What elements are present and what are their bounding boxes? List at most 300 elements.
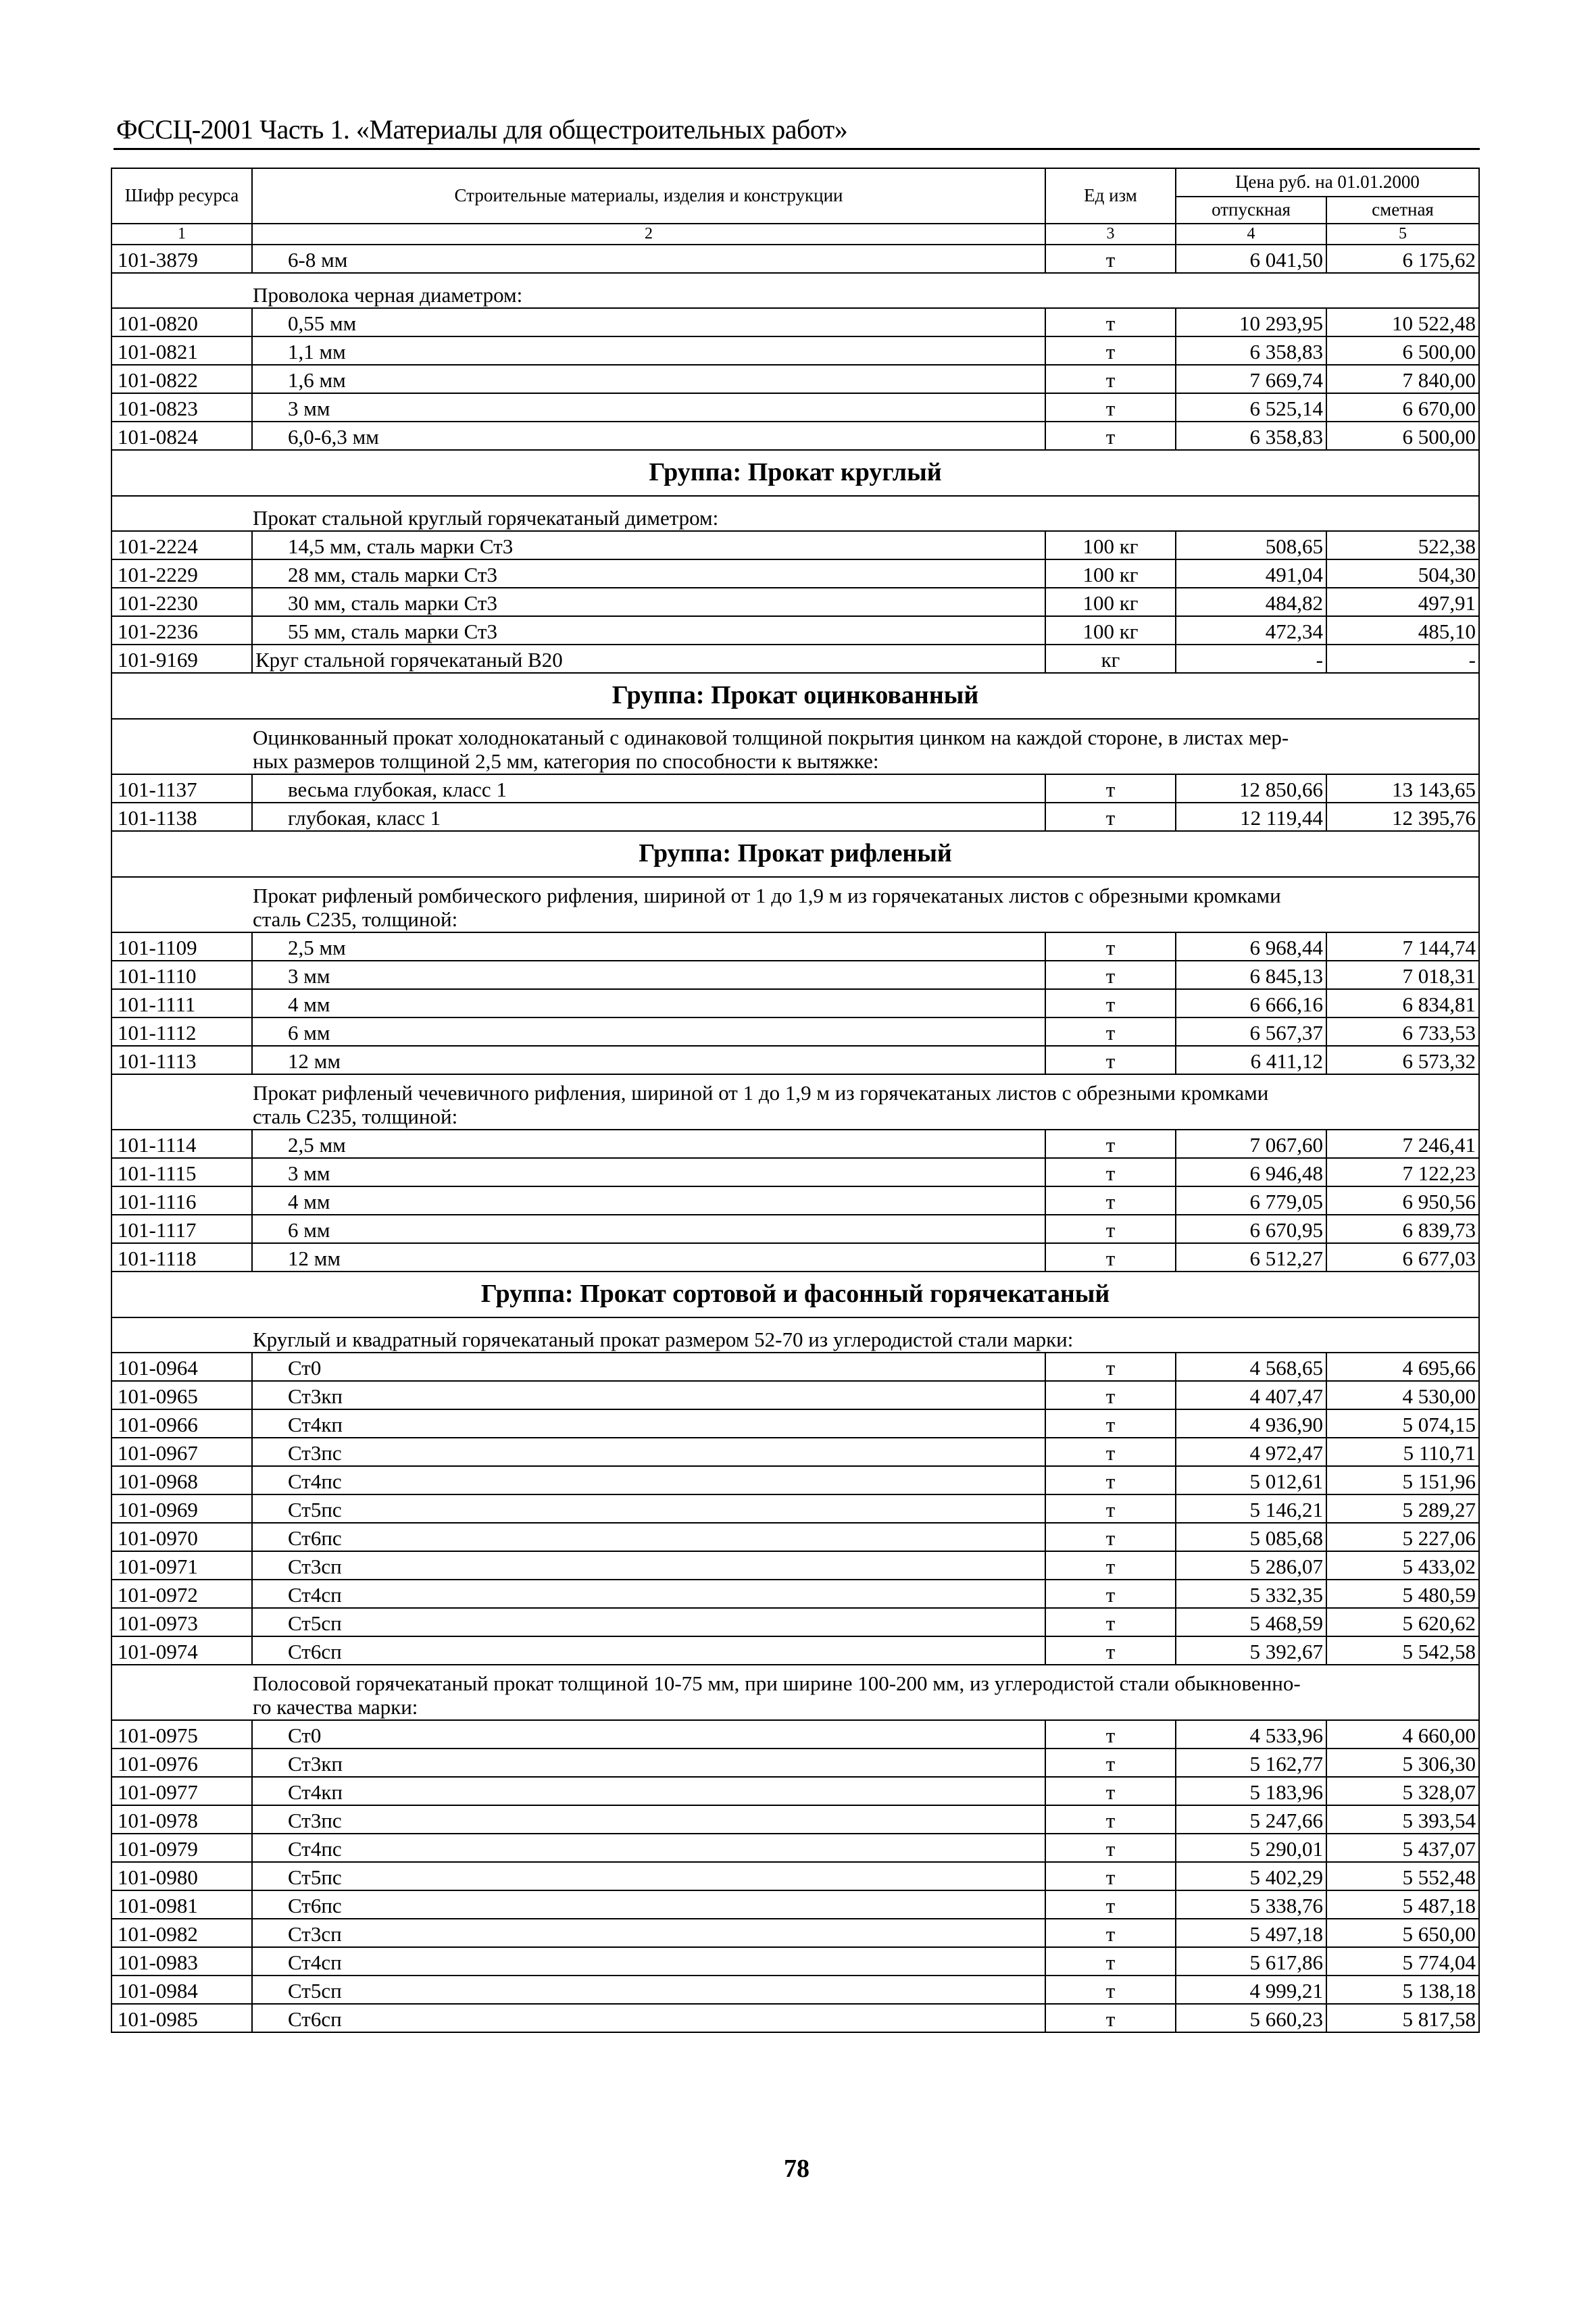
unit: т: [1045, 1046, 1176, 1074]
resource-code: 101-0981: [111, 1890, 252, 1919]
description-line: Прокат стальной круглый горячекатаный диметром:: [253, 506, 719, 530]
release-price: 6 670,95: [1176, 1215, 1326, 1243]
material-name: Ст3кп: [252, 1749, 1045, 1777]
table-row: [111, 559, 1479, 588]
material-name: 6 мм: [252, 1215, 1045, 1243]
material-name: Ст4кп: [252, 1777, 1045, 1805]
unit: т: [1045, 1976, 1176, 2004]
resource-code: 101-1109: [111, 932, 252, 961]
material-name: Ст6сп: [252, 1636, 1045, 1665]
estimate-price: 5 552,48: [1326, 1862, 1479, 1890]
estimate-price: 4 530,00: [1326, 1381, 1479, 1409]
release-price: 5 247,66: [1176, 1805, 1326, 1834]
unit: т: [1045, 1215, 1176, 1243]
table-row: [111, 588, 1479, 616]
material-name: Ст3сп: [252, 1919, 1045, 1947]
column-number: 5: [1326, 224, 1479, 245]
material-name: Ст5пс: [252, 1862, 1045, 1890]
material-name: 12 мм: [252, 1046, 1045, 1074]
estimate-price: 7 246,41: [1326, 1130, 1479, 1158]
description-row: [111, 1317, 1479, 1353]
release-price: 6 666,16: [1176, 989, 1326, 1017]
estimate-price: 4 695,66: [1326, 1353, 1479, 1381]
table-row: [111, 365, 1479, 393]
column-number: 4: [1176, 224, 1326, 245]
release-price: 4 972,47: [1176, 1438, 1326, 1466]
resource-code: 101-1138: [111, 803, 252, 831]
table-row: [111, 1580, 1479, 1608]
unit: т: [1045, 1494, 1176, 1523]
release-price: 5 290,01: [1176, 1834, 1326, 1862]
resource-code: 101-1114: [111, 1130, 252, 1158]
release-price: 5 085,68: [1176, 1523, 1326, 1551]
resource-code: 101-2229: [111, 559, 252, 588]
resource-code: 101-0979: [111, 1834, 252, 1862]
table-row: [111, 932, 1479, 961]
release-price: 6 358,83: [1176, 336, 1326, 365]
unit: т: [1045, 1523, 1176, 1551]
unit: кг: [1045, 645, 1176, 673]
release-price: 5 617,86: [1176, 1947, 1326, 1976]
estimate-price: 5 480,59: [1326, 1580, 1479, 1608]
release-price: 5 660,23: [1176, 2004, 1326, 2032]
description-text: [111, 877, 1479, 932]
table-row: [111, 1805, 1479, 1834]
estimate-price: 4 660,00: [1326, 1720, 1479, 1749]
estimate-price: 5 393,54: [1326, 1805, 1479, 1834]
column-header-price: Цена руб. на 01.01.2000: [1176, 168, 1479, 197]
unit: т: [1045, 1580, 1176, 1608]
estimate-price: 5 620,62: [1326, 1608, 1479, 1636]
table-row: [111, 422, 1479, 450]
description-text: [111, 1665, 1479, 1720]
resource-code: 101-0972: [111, 1580, 252, 1608]
table-row: [111, 1919, 1479, 1947]
estimate-price: 6 677,03: [1326, 1243, 1479, 1272]
table-row: [111, 393, 1479, 422]
release-price: 6 946,48: [1176, 1158, 1326, 1186]
release-price: -: [1176, 645, 1326, 673]
resource-code: 101-1118: [111, 1243, 252, 1272]
resource-code: 101-0821: [111, 336, 252, 365]
unit: т: [1045, 1409, 1176, 1438]
estimate-price: 5 074,15: [1326, 1409, 1479, 1438]
header-divider: [114, 148, 1480, 150]
material-name: 30 мм, сталь марки Ст3: [252, 588, 1045, 616]
description-text: [111, 719, 1479, 774]
table-row: [111, 1608, 1479, 1636]
material-name: Ст5сп: [252, 1976, 1045, 2004]
material-name: 12 мм: [252, 1243, 1045, 1272]
material-name: 3 мм: [252, 961, 1045, 989]
material-name: Ст3пс: [252, 1805, 1045, 1834]
description-line: Прокат рифленый чечевичного рифления, шириной от 1 до 1,9 м из горячекатаных листов с обрезными кромками: [253, 1080, 1269, 1105]
material-name: 55 мм, сталь марки Ст3: [252, 616, 1045, 645]
material-name: 4 мм: [252, 1186, 1045, 1215]
estimate-price: 5 437,07: [1326, 1834, 1479, 1862]
table-row: [111, 1947, 1479, 1976]
release-price: 5 162,77: [1176, 1749, 1326, 1777]
table-row: [111, 1862, 1479, 1890]
unit: 100 кг: [1045, 559, 1176, 588]
material-name: 3 мм: [252, 1158, 1045, 1186]
material-name: Круг стальной горячекатаный В20: [252, 645, 1045, 673]
unit: т: [1045, 1834, 1176, 1862]
material-name: Ст4кп: [252, 1409, 1045, 1438]
release-price: 5 338,76: [1176, 1890, 1326, 1919]
resource-code: 101-0968: [111, 1466, 252, 1494]
page-header-title: ФССЦ-2001 Часть 1. «Материалы для общестроительных работ»: [116, 114, 848, 145]
group-heading: Группа: Прокат сортовой и фасонный горячекатаный: [111, 1272, 1479, 1317]
release-price: 7 067,60: [1176, 1130, 1326, 1158]
table-row: [111, 989, 1479, 1017]
unit: т: [1045, 1551, 1176, 1580]
estimate-price: 5 110,71: [1326, 1438, 1479, 1466]
unit: т: [1045, 1381, 1176, 1409]
unit: т: [1045, 1186, 1176, 1215]
resource-code: 101-0966: [111, 1409, 252, 1438]
description-row: [111, 1665, 1479, 1720]
material-name: 6,0-6,3 мм: [252, 422, 1045, 450]
unit: 100 кг: [1045, 531, 1176, 559]
description-line: сталь С235, толщиной:: [253, 907, 458, 932]
release-price: 6 567,37: [1176, 1017, 1326, 1046]
resource-code: 101-0964: [111, 1353, 252, 1381]
unit: т: [1045, 422, 1176, 450]
material-name: 1,6 мм: [252, 365, 1045, 393]
material-name: 3 мм: [252, 393, 1045, 422]
resource-code: 101-0975: [111, 1720, 252, 1749]
table-row: [111, 336, 1479, 365]
unit: т: [1045, 1805, 1176, 1834]
resource-code: 101-1116: [111, 1186, 252, 1215]
table-row: [111, 1130, 1479, 1158]
resource-code: 101-0822: [111, 365, 252, 393]
description-line: Прокат рифленый ромбического рифления, шириной от 1 до 1,9 м из горячекатаных листов с обрезными кромками: [253, 883, 1281, 907]
release-price: 12 119,44: [1176, 803, 1326, 831]
release-price: 6 358,83: [1176, 422, 1326, 450]
unit: т: [1045, 1130, 1176, 1158]
unit: т: [1045, 1862, 1176, 1890]
group-heading: Группа: Прокат оцинкованный: [111, 673, 1479, 719]
table-row: [111, 1834, 1479, 1862]
release-price: 5 012,61: [1176, 1466, 1326, 1494]
release-price: 6 779,05: [1176, 1186, 1326, 1215]
resource-code: 101-2230: [111, 588, 252, 616]
material-name: 6 мм: [252, 1017, 1045, 1046]
description-row: [111, 1074, 1479, 1130]
material-name: 2,5 мм: [252, 1130, 1045, 1158]
estimate-price: 6 733,53: [1326, 1017, 1479, 1046]
estimate-price: 497,91: [1326, 588, 1479, 616]
material-name: Ст4сп: [252, 1580, 1045, 1608]
unit: т: [1045, 1636, 1176, 1665]
unit: т: [1045, 393, 1176, 422]
table-row: [111, 1017, 1479, 1046]
release-price: 6 041,50: [1176, 245, 1326, 273]
estimate-price: 7 122,23: [1326, 1158, 1479, 1186]
estimate-price: 6 500,00: [1326, 336, 1479, 365]
estimate-price: 5 433,02: [1326, 1551, 1479, 1580]
table-row: [111, 1976, 1479, 2004]
material-name: Ст4сп: [252, 1947, 1045, 1976]
unit: т: [1045, 1947, 1176, 1976]
material-name: 28 мм, сталь марки Ст3: [252, 559, 1045, 588]
unit: т: [1045, 1243, 1176, 1272]
resource-code: 101-0983: [111, 1947, 252, 1976]
release-price: 5 183,96: [1176, 1777, 1326, 1805]
unit: т: [1045, 1919, 1176, 1947]
estimate-price: 6 500,00: [1326, 422, 1479, 450]
release-price: 508,65: [1176, 531, 1326, 559]
unit: т: [1045, 2004, 1176, 2032]
group-heading: Группа: Прокат круглый: [111, 450, 1479, 496]
estimate-price: 5 138,18: [1326, 1976, 1479, 2004]
release-price: 491,04: [1176, 559, 1326, 588]
release-price: 5 392,67: [1176, 1636, 1326, 1665]
table-row: [111, 803, 1479, 831]
estimate-price: 12 395,76: [1326, 803, 1479, 831]
release-price: 5 497,18: [1176, 1919, 1326, 1947]
resource-code: 101-2236: [111, 616, 252, 645]
unit: т: [1045, 1017, 1176, 1046]
unit: т: [1045, 989, 1176, 1017]
table-row: [111, 1381, 1479, 1409]
unit: т: [1045, 774, 1176, 803]
table-row: [111, 1551, 1479, 1580]
column-header-unit: Ед изм: [1045, 168, 1176, 224]
resource-code: 101-1137: [111, 774, 252, 803]
column-header-estimate-price: сметная: [1326, 197, 1479, 224]
group-heading-row: [111, 1272, 1479, 1317]
resource-code: 101-0974: [111, 1636, 252, 1665]
description-row: [111, 273, 1479, 308]
resource-code: 101-0969: [111, 1494, 252, 1523]
table-body: [111, 245, 1479, 2032]
resource-code: 101-3879: [111, 245, 252, 273]
description-line: го качества марки:: [253, 1695, 418, 1719]
column-number: 3: [1045, 224, 1176, 245]
release-price: 6 411,12: [1176, 1046, 1326, 1074]
table-row: [111, 1158, 1479, 1186]
release-price: 6 845,13: [1176, 961, 1326, 989]
release-price: 6 968,44: [1176, 932, 1326, 961]
description-row: [111, 877, 1479, 932]
material-name: 0,55 мм: [252, 308, 1045, 336]
table-row: [111, 1046, 1479, 1074]
table-row: [111, 1243, 1479, 1272]
estimate-price: 5 289,27: [1326, 1494, 1479, 1523]
group-heading-row: [111, 673, 1479, 719]
table-row: [111, 2004, 1479, 2032]
estimate-price: 6 834,81: [1326, 989, 1479, 1017]
description-line: Проволока черная диаметром:: [253, 283, 523, 307]
page-number: 78: [784, 2155, 809, 2183]
table-row: [111, 1438, 1479, 1466]
table-row: [111, 1636, 1479, 1665]
table-row: [111, 1215, 1479, 1243]
table-row: [111, 1749, 1479, 1777]
material-name: Ст3кп: [252, 1381, 1045, 1409]
material-name: весьма глубокая, класс 1: [252, 774, 1045, 803]
release-price: 484,82: [1176, 588, 1326, 616]
unit: т: [1045, 1353, 1176, 1381]
estimate-price: 13 143,65: [1326, 774, 1479, 803]
resource-code: 101-0824: [111, 422, 252, 450]
description-text: [111, 1074, 1479, 1130]
table-row: [111, 961, 1479, 989]
table-row: [111, 1890, 1479, 1919]
material-name: Ст4пс: [252, 1466, 1045, 1494]
material-name: глубокая, класс 1: [252, 803, 1045, 831]
description-text: [111, 273, 1479, 308]
unit: т: [1045, 336, 1176, 365]
column-header-release-price: отпускная: [1176, 197, 1326, 224]
resource-code: 101-0982: [111, 1919, 252, 1947]
table-row: [111, 1777, 1479, 1805]
release-price: 472,34: [1176, 616, 1326, 645]
resource-code: 101-0976: [111, 1749, 252, 1777]
estimate-price: 5 151,96: [1326, 1466, 1479, 1494]
estimate-price: 6 573,32: [1326, 1046, 1479, 1074]
release-price: 12 850,66: [1176, 774, 1326, 803]
material-name: Ст4пс: [252, 1834, 1045, 1862]
table-row: [111, 1494, 1479, 1523]
unit: т: [1045, 1890, 1176, 1919]
unit: т: [1045, 1777, 1176, 1805]
group-heading-row: [111, 831, 1479, 877]
release-price: 5 332,35: [1176, 1580, 1326, 1608]
table-row: [111, 774, 1479, 803]
release-price: 5 468,59: [1176, 1608, 1326, 1636]
unit: т: [1045, 365, 1176, 393]
description-line: сталь С235, толщиной:: [253, 1105, 458, 1129]
material-name: 2,5 мм: [252, 932, 1045, 961]
estimate-price: 6 175,62: [1326, 245, 1479, 273]
resource-code: 101-1112: [111, 1017, 252, 1046]
estimate-price: 485,10: [1326, 616, 1479, 645]
estimate-price: 5 542,58: [1326, 1636, 1479, 1665]
estimate-price: 7 840,00: [1326, 365, 1479, 393]
column-number: 2: [252, 224, 1045, 245]
estimate-price: 6 950,56: [1326, 1186, 1479, 1215]
table-row: [111, 308, 1479, 336]
unit: т: [1045, 932, 1176, 961]
group-heading-row: [111, 450, 1479, 496]
unit: 100 кг: [1045, 588, 1176, 616]
estimate-price: 6 839,73: [1326, 1215, 1479, 1243]
resource-code: 101-0980: [111, 1862, 252, 1890]
column-header-code: Шифр ресурса: [111, 168, 252, 224]
price-table: [111, 168, 1480, 2033]
description-line: Круглый и квадратный горячекатаный прокат размером 52-70 из углеродистой стали марки:: [253, 1328, 1074, 1352]
table-row: [111, 1523, 1479, 1551]
resource-code: 101-0973: [111, 1608, 252, 1636]
estimate-price: 5 227,06: [1326, 1523, 1479, 1551]
material-name: Ст5сп: [252, 1608, 1045, 1636]
estimate-price: 5 817,58: [1326, 2004, 1479, 2032]
resource-code: 101-0967: [111, 1438, 252, 1466]
table-row: [111, 1466, 1479, 1494]
description-text: [111, 1317, 1479, 1353]
unit: т: [1045, 961, 1176, 989]
resource-code: 101-0984: [111, 1976, 252, 2004]
resource-code: 101-0965: [111, 1381, 252, 1409]
release-price: 4 936,90: [1176, 1409, 1326, 1438]
description-row: [111, 496, 1479, 531]
table-row: [111, 1409, 1479, 1438]
resource-code: 101-9169: [111, 645, 252, 673]
unit: т: [1045, 1608, 1176, 1636]
unit: т: [1045, 1749, 1176, 1777]
resource-code: 101-1111: [111, 989, 252, 1017]
material-name: Ст3пс: [252, 1438, 1045, 1466]
unit: т: [1045, 1720, 1176, 1749]
release-price: 4 533,96: [1176, 1720, 1326, 1749]
resource-code: 101-0977: [111, 1777, 252, 1805]
table-row: [111, 1186, 1479, 1215]
description-row: [111, 719, 1479, 774]
estimate-price: 522,38: [1326, 531, 1479, 559]
resource-code: 101-0823: [111, 393, 252, 422]
resource-code: 101-0970: [111, 1523, 252, 1551]
table-row: [111, 645, 1479, 673]
material-name: 6-8 мм: [252, 245, 1045, 273]
description-line: ных размеров толщиной 2,5 мм, категория по способности к вытяжке:: [253, 749, 879, 774]
estimate-price: 7 018,31: [1326, 961, 1479, 989]
unit: т: [1045, 1466, 1176, 1494]
table-row: [111, 531, 1479, 559]
resource-code: 101-0985: [111, 2004, 252, 2032]
material-name: Ст0: [252, 1720, 1045, 1749]
table-row: [111, 1353, 1479, 1381]
estimate-price: 10 522,48: [1326, 308, 1479, 336]
resource-code: 101-1115: [111, 1158, 252, 1186]
material-name: Ст0: [252, 1353, 1045, 1381]
estimate-price: 5 487,18: [1326, 1890, 1479, 1919]
estimate-price: 5 774,04: [1326, 1947, 1479, 1976]
material-name: Ст5пс: [252, 1494, 1045, 1523]
estimate-price: 5 306,30: [1326, 1749, 1479, 1777]
material-name: Ст6сп: [252, 2004, 1045, 2032]
material-name: 4 мм: [252, 989, 1045, 1017]
release-price: 4 407,47: [1176, 1381, 1326, 1409]
release-price: 10 293,95: [1176, 308, 1326, 336]
column-header-name: Строительные материалы, изделия и конструкции: [252, 168, 1045, 224]
table-row: [111, 616, 1479, 645]
estimate-price: 6 670,00: [1326, 393, 1479, 422]
release-price: 5 146,21: [1176, 1494, 1326, 1523]
unit: т: [1045, 803, 1176, 831]
unit: т: [1045, 1158, 1176, 1186]
unit: т: [1045, 308, 1176, 336]
column-number: 1: [111, 224, 252, 245]
estimate-price: 7 144,74: [1326, 932, 1479, 961]
description-line: Полосовой горячекатаный прокат толщиной 10-75 мм, при ширине 100-200 мм, из углеродистой стали обыкновенно-: [253, 1671, 1301, 1695]
unit: 100 кг: [1045, 616, 1176, 645]
release-price: 6 512,27: [1176, 1243, 1326, 1272]
release-price: 4 999,21: [1176, 1976, 1326, 2004]
description-line: Оцинкованный прокат холоднокатаный с одинаковой толщиной покрытия цинком на каждой стороне, в листах мер-: [253, 725, 1289, 749]
table-row: [111, 1720, 1479, 1749]
material-name: 14,5 мм, сталь марки Ст3: [252, 531, 1045, 559]
material-name: Ст3сп: [252, 1551, 1045, 1580]
release-price: 6 525,14: [1176, 393, 1326, 422]
material-name: Ст6пс: [252, 1523, 1045, 1551]
resource-code: 101-1113: [111, 1046, 252, 1074]
description-text: [111, 496, 1479, 531]
material-name: Ст6пс: [252, 1890, 1045, 1919]
